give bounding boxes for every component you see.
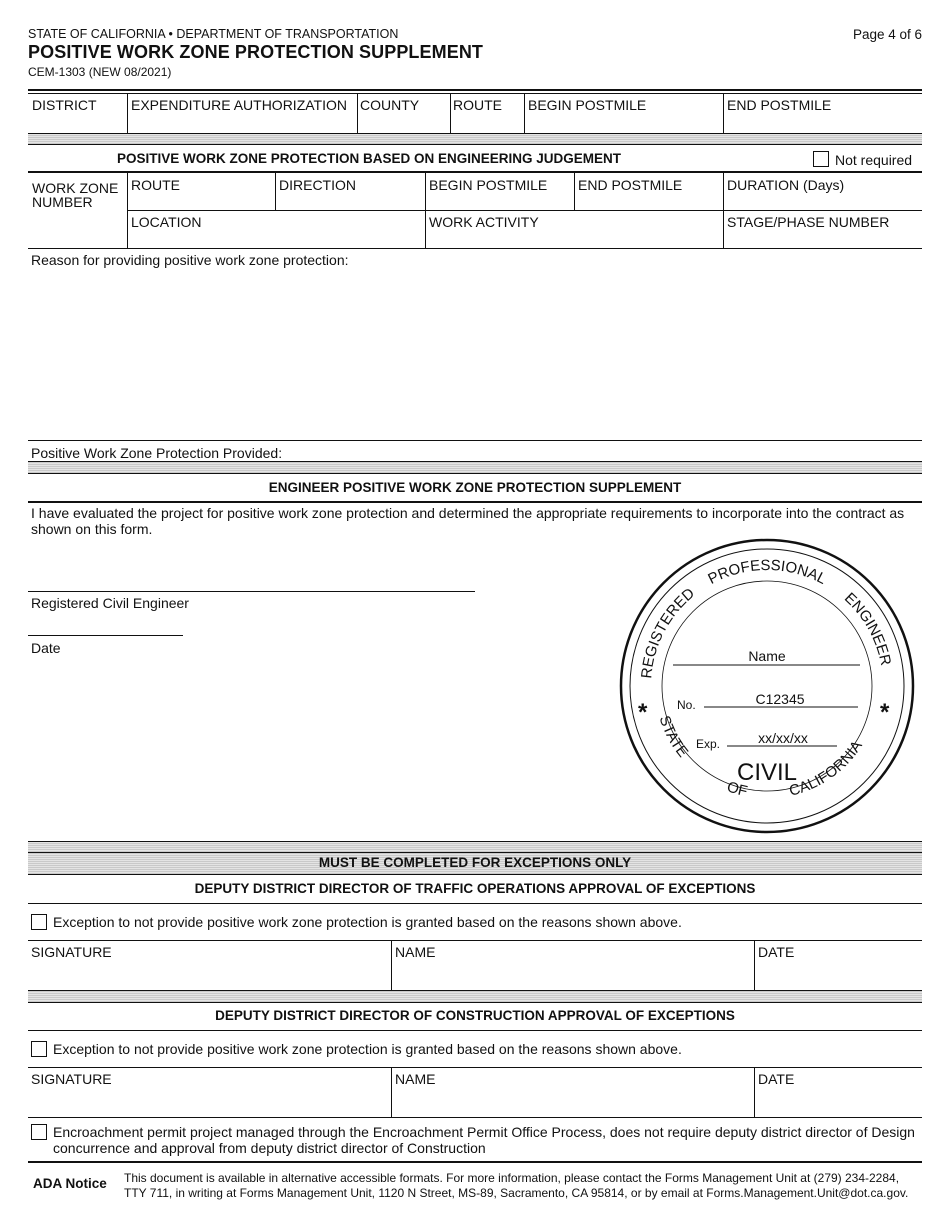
engineering-section-title: POSITIVE WORK ZONE PROTECTION BASED ON ENGINEERING JUDGEMENT [116,151,622,166]
traffic-approval-title: DEPUTY DISTRICT DIRECTOR OF TRAFFIC OPERATIONS APPROVAL OF EXCEPTIONS [194,881,756,896]
agency-line: STATE OF CALIFORNIA • DEPARTMENT OF TRANSPORTATION [28,27,399,41]
seal-state-text: STATE [655,713,692,761]
seal-left-star: * [638,699,648,726]
construction-approval-title: DEPUTY DISTRICT DIRECTOR OF CONSTRUCTION APPROVAL OF EXCEPTIONS [215,1008,735,1023]
section-band [28,990,922,1003]
wz-location-field[interactable]: LOCATION [131,214,202,230]
engineer-seal [618,537,916,835]
traffic-date-field[interactable]: DATE [758,944,795,960]
divider [28,440,922,441]
not-required-checkbox[interactable] [813,151,829,167]
traffic-exception-text: Exception to not provide positive work zone protection is granted based on the reasons shown above. [53,914,682,930]
engineer-section-title: ENGINEER POSITIVE WORK ZONE PROTECTION SUPPLEMENT [268,480,682,495]
divider [357,93,358,133]
registered-engineer-label: Registered Civil Engineer [31,595,189,611]
county-field[interactable]: COUNTY [360,97,420,113]
wz-work-activity-field[interactable]: WORK ACTIVITY [429,214,539,230]
wz-route-field[interactable]: ROUTE [131,177,180,193]
encroachment-checkbox[interactable] [31,1124,47,1140]
engineer-date-line[interactable] [28,635,183,636]
divider [28,248,922,249]
divider [28,903,922,904]
reason-textarea[interactable] [28,268,922,438]
construction-signature-field[interactable]: SIGNATURE [31,1071,112,1087]
divider [28,1067,922,1068]
district-field[interactable]: DISTRICT [32,97,97,113]
wz-stage-phase-field[interactable]: STAGE/PHASE NUMBER [727,214,890,230]
divider [723,93,724,133]
construction-exception-text: Exception to not provide positive work zone protection is granted based on the reasons shown above. [53,1041,682,1057]
seal-right-star: * [880,699,890,726]
divider [127,93,128,133]
divider [275,172,276,210]
form-number: CEM-1303 (NEW 08/2021) [28,65,172,79]
begin-postmile-field[interactable]: BEGIN POSTMILE [528,97,647,113]
ea-field[interactable]: EXPENDITURE AUTHORIZATION [131,97,347,113]
divider [28,940,922,941]
divider [574,172,575,210]
wz-begin-postmile-field[interactable]: BEGIN POSTMILE [429,177,548,193]
seal-no-label: No. [677,698,696,712]
encroachment-text: Encroachment permit project managed through the Encroachment Permit Office Process, does not require deputy district director of Design concurrence and approval from deputy district director of Construction [53,1124,915,1156]
work-zone-number-label[interactable]: WORK ZONE NUMBER [32,180,119,210]
divider [28,852,922,853]
seal-name: Name [748,648,786,664]
divider [754,1067,755,1117]
divider [28,1030,922,1031]
seal-discipline: CIVIL [736,759,798,786]
page-indicator: Page 4 of 6 [852,27,922,42]
exceptions-banner: MUST BE COMPLETED FOR EXCEPTIONS ONLY [318,855,632,870]
seal-exp-label: Exp. [696,737,721,751]
divider [754,940,755,990]
traffic-name-field[interactable]: NAME [395,944,436,960]
ada-notice-text: This document is available in alternative accessible formats. For more information, please contact the Forms Management Unit at (279) 234-2284, TTY 711, in writing at Forms Management Unit, 1120 N Street, MS-89, Sacramento, CA 95814, or by email at Forms.Management.Unit@dot.ca.gov. [124,1171,909,1200]
date-label: Date [31,640,61,656]
divider [127,210,922,211]
seal-top-text: PROFESSIONAL [705,556,830,588]
divider [524,93,525,133]
divider [450,93,451,133]
reason-label: Reason for providing positive work zone protection: [31,252,349,268]
divider [391,1067,392,1117]
section-band [28,461,922,474]
wz-duration-field[interactable]: DURATION (Days) [727,177,845,193]
end-postmile-field[interactable]: END POSTMILE [727,97,832,113]
seal-california-text: CALIFORNIA [787,737,866,800]
divider [28,501,922,503]
seal-license-number: C12345 [755,691,805,707]
construction-name-field[interactable]: NAME [395,1071,436,1087]
divider [391,940,392,990]
form-title: POSITIVE WORK ZONE PROTECTION SUPPLEMENT [28,42,484,62]
protection-provided-label: Positive Work Zone Protection Provided: [31,445,283,461]
divider [28,93,922,94]
section-band [28,133,922,145]
divider [28,89,922,91]
divider [28,1161,922,1163]
seal-of-text: OF [724,778,750,801]
seal-left-text: REGISTERED [638,584,698,680]
seal-expiration: xx/xx/xx [758,730,808,746]
ada-notice-label: ADA Notice [33,1176,107,1191]
construction-exception-checkbox[interactable] [31,1041,47,1057]
traffic-signature-field[interactable]: SIGNATURE [31,944,112,960]
wz-direction-field[interactable]: DIRECTION [279,177,356,193]
route-field[interactable]: ROUTE [453,97,502,113]
construction-date-field[interactable]: DATE [758,1071,795,1087]
engineer-statement: I have evaluated the project for positive work zone protection and determined the appropriate requirements to incorporate into the contract as shown on this form. [31,505,905,537]
divider [28,1117,922,1118]
not-required-label: Not required [835,152,913,168]
wz-end-postmile-field[interactable]: END POSTMILE [578,177,683,193]
seal-outer-ring [621,540,913,832]
engineer-signature-line[interactable] [28,591,475,592]
seal-right-text: ENGINEER [841,589,895,668]
divider [28,171,922,173]
traffic-exception-checkbox[interactable] [31,914,47,930]
